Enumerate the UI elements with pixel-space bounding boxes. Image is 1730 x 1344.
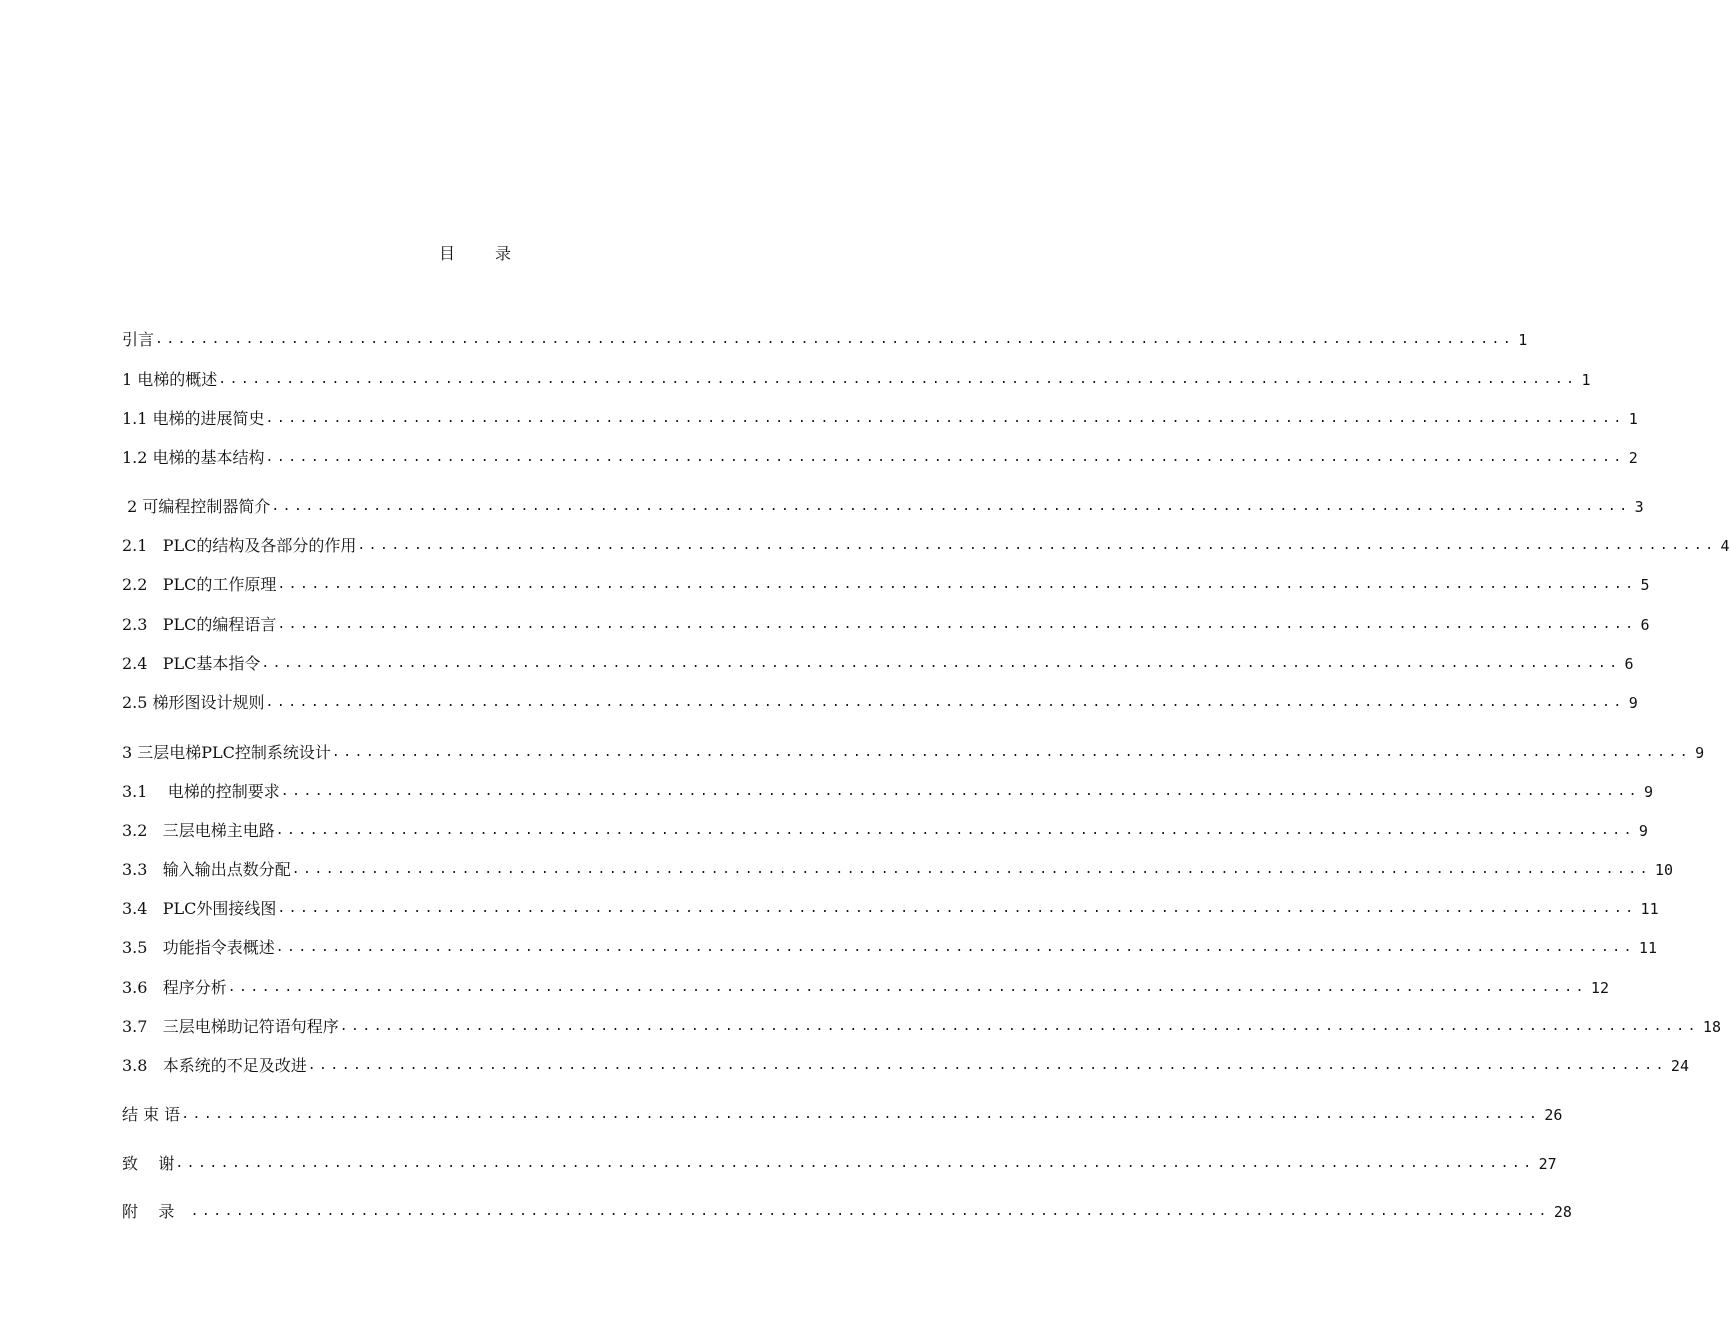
toc-entry-label: 2.5 梯形图设计规则 — [122, 693, 265, 712]
toc-entry-page: 12 — [1590, 979, 1609, 997]
toc-entry-page: 1 — [1581, 371, 1591, 389]
toc-entry-page: 11 — [1640, 900, 1659, 918]
toc-leader: ........................................................................................................................ — [277, 577, 1637, 592]
toc-entry — [122, 779, 1654, 803]
toc-entry — [122, 690, 1638, 714]
toc-entry-label: 致 谢 — [122, 1154, 175, 1173]
toc-entry-label: 2.1 PLC的结构及各部分的作用 — [122, 536, 357, 555]
toc-leader: ........................................................................................................................ — [357, 538, 1717, 553]
toc-entry-page: 3 — [1634, 498, 1644, 516]
toc-entry — [122, 1199, 1572, 1223]
toc-entry — [122, 327, 1528, 351]
toc-leader: ........................................................................................................................ — [339, 1019, 1699, 1034]
toc-entry-label: 1.2 电梯的基本结构 — [122, 448, 265, 467]
toc-leader: ........................................................................................................................ — [277, 617, 1637, 632]
toc-entry — [122, 857, 1673, 881]
toc-leader: ........................................................................................................................ — [265, 450, 1625, 465]
toc-entry-page: 2 — [1628, 449, 1638, 467]
toc-entry-page: 9 — [1638, 822, 1648, 840]
toc-entry — [122, 1151, 1557, 1175]
toc-entry-page: 24 — [1670, 1057, 1689, 1075]
toc-entry — [122, 1102, 1563, 1126]
toc-entry — [122, 406, 1638, 430]
toc-entry — [122, 367, 1591, 391]
toc-entry-page: 28 — [1553, 1203, 1572, 1221]
toc-entry — [122, 935, 1657, 959]
toc-leader: ........................................................................................................................ — [265, 695, 1625, 710]
toc-leader: ........................................................................................................................ — [227, 980, 1587, 995]
toc-entry-page: 10 — [1654, 861, 1673, 879]
toc-leader: ........................................................................................................................ — [271, 499, 1631, 514]
toc-entry-label: 3.2 三层电梯主电路 — [122, 821, 275, 840]
toc-entry — [122, 740, 1705, 764]
toc-entry-label: 3.1 电梯的控制要求 — [122, 782, 280, 801]
toc-entry-label: 2.3 PLC的编程语言 — [122, 615, 277, 634]
toc-leader: ........................................................................................................................ — [175, 1156, 1535, 1171]
toc-entry-label: 3.4 PLC外围接线图 — [122, 899, 277, 918]
toc-leader: ........................................................................................................................ — [155, 332, 1515, 347]
title-char-right: 录 — [495, 244, 512, 263]
toc-entry-page: 9 — [1695, 744, 1705, 762]
toc-entry-label: 3.7 三层电梯助记符语句程序 — [122, 1017, 339, 1036]
toc-entry-page: 1 — [1518, 331, 1528, 349]
toc-entry-label: 3.5 功能指令表概述 — [122, 938, 275, 957]
toc-entry — [122, 533, 1730, 557]
toc-entry-label: 2.4 PLC基本指令 — [122, 654, 261, 673]
toc-leader: ........................................................................................................................ — [181, 1107, 1541, 1122]
toc-entry-page: 6 — [1640, 616, 1650, 634]
toc-entry-label: 2 可编程控制器简介 — [122, 497, 271, 516]
toc-entry-label: 3.6 程序分析 — [122, 978, 227, 997]
toc-entry-label: 3 三层电梯PLC控制系统设计 — [122, 743, 331, 762]
toc-entry-page: 27 — [1538, 1155, 1557, 1173]
toc-entry — [122, 1014, 1721, 1038]
toc-entry-label: 1 电梯的概述 — [122, 370, 218, 389]
toc-leader: ........................................................................................................................ — [190, 1204, 1550, 1219]
toc-entry-page: 6 — [1624, 655, 1634, 673]
toc-entry-label: 附 录 — [122, 1202, 190, 1221]
toc-entry — [122, 572, 1650, 596]
toc-leader: ........................................................................................................................ — [275, 823, 1635, 838]
toc-entry — [122, 818, 1648, 842]
toc-entry-page: 9 — [1628, 694, 1638, 712]
toc-entry-page: 1 — [1628, 410, 1638, 428]
toc-leader: ........................................................................................................................ — [280, 784, 1640, 799]
toc-leader: ........................................................................................................................ — [218, 372, 1578, 387]
toc-entry-label: 2.2 PLC的工作原理 — [122, 575, 277, 594]
toc-entry-page: 5 — [1640, 576, 1650, 594]
toc-entry-label: 1.1 电梯的进展简史 — [122, 409, 265, 428]
toc-leader: ........................................................................................................................ — [291, 862, 1651, 877]
page-title — [0, 241, 950, 264]
toc-leader: ........................................................................................................................ — [275, 940, 1635, 955]
toc-entry-label: 3.8 本系统的不足及改进 — [122, 1056, 307, 1075]
toc-entry — [122, 494, 1644, 518]
toc-entry — [122, 975, 1609, 999]
toc-entry-label: 结 束 语 — [122, 1105, 181, 1124]
toc-entry-page: 9 — [1644, 783, 1654, 801]
toc-leader: ........................................................................................................................ — [261, 656, 1621, 671]
toc-entry — [122, 612, 1650, 636]
toc-entry-page: 4 — [1720, 537, 1730, 555]
toc-entry — [122, 445, 1638, 469]
toc-entry — [122, 1053, 1689, 1077]
toc-leader: ........................................................................................................................ — [277, 901, 1637, 916]
title-char-left: 目 — [438, 244, 455, 263]
toc-entry — [122, 896, 1659, 920]
toc-entry — [122, 651, 1634, 675]
toc-entry-label: 引言 — [122, 330, 155, 349]
toc-entry-page: 26 — [1544, 1106, 1563, 1124]
toc-entry-label: 3.3 输入输出点数分配 — [122, 860, 291, 879]
toc-leader: ........................................................................................................................ — [307, 1058, 1667, 1073]
toc-entry-page: 11 — [1638, 939, 1657, 957]
toc-leader: ........................................................................................................................ — [265, 411, 1625, 426]
toc-leader: ........................................................................................................................ — [331, 745, 1692, 760]
toc-entry-page: 18 — [1702, 1018, 1721, 1036]
